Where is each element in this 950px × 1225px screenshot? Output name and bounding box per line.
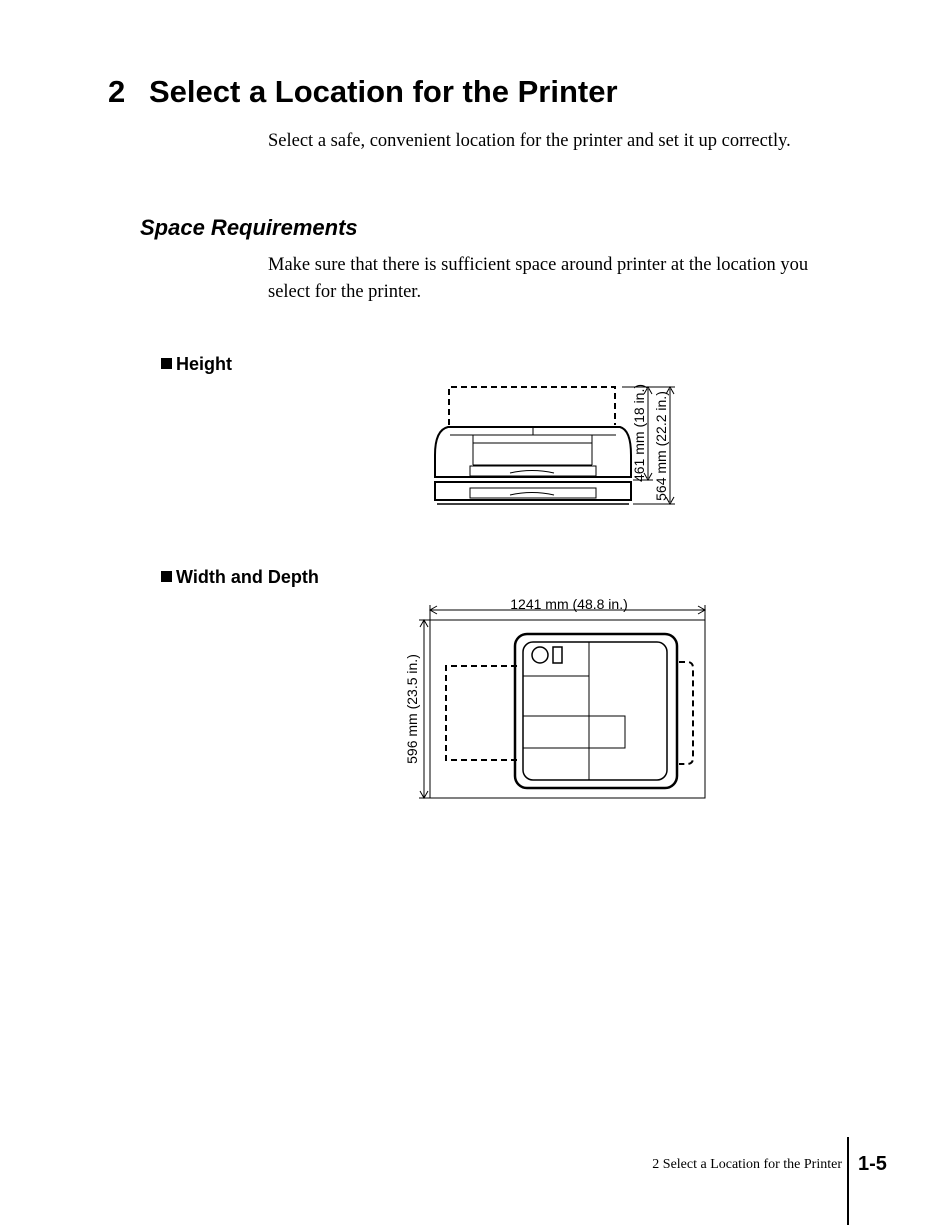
depth-dim-label: 596 mm (23.5 in.) (404, 654, 420, 764)
width-depth-diagram (395, 590, 715, 805)
page-number: 1-5 (858, 1153, 887, 1175)
width-depth-heading-label: Width and Depth (176, 567, 319, 587)
running-footer-title: 2 Select a Location for the Printer (652, 1157, 842, 1172)
width-depth-heading (161, 567, 319, 588)
height-dim-printer-label: 461 mm (18 in.) (631, 383, 647, 483)
section-title: Select a Location for the Printer (149, 74, 618, 109)
height-diagram (420, 375, 700, 515)
subsection-title: Space Requirements (140, 215, 358, 240)
square-bullet-icon (161, 571, 172, 582)
section-number: 2 (108, 74, 126, 109)
height-heading (161, 354, 232, 375)
intro-paragraph: Select a safe, convenient location for the printer and set it up correctly. (268, 131, 791, 151)
width-dim-label: 1241 mm (48.8 in.) (510, 596, 628, 612)
square-bullet-icon (161, 358, 172, 369)
space-requirements-paragraph: Make sure that there is sufficient space around printer at the location you select for the printer. (268, 255, 809, 302)
height-heading-label: Height (176, 354, 232, 374)
height-dim-total-label: 564 mm (22.2 in.) (653, 391, 669, 501)
footer-divider (847, 1137, 849, 1225)
page-title (108, 74, 618, 110)
